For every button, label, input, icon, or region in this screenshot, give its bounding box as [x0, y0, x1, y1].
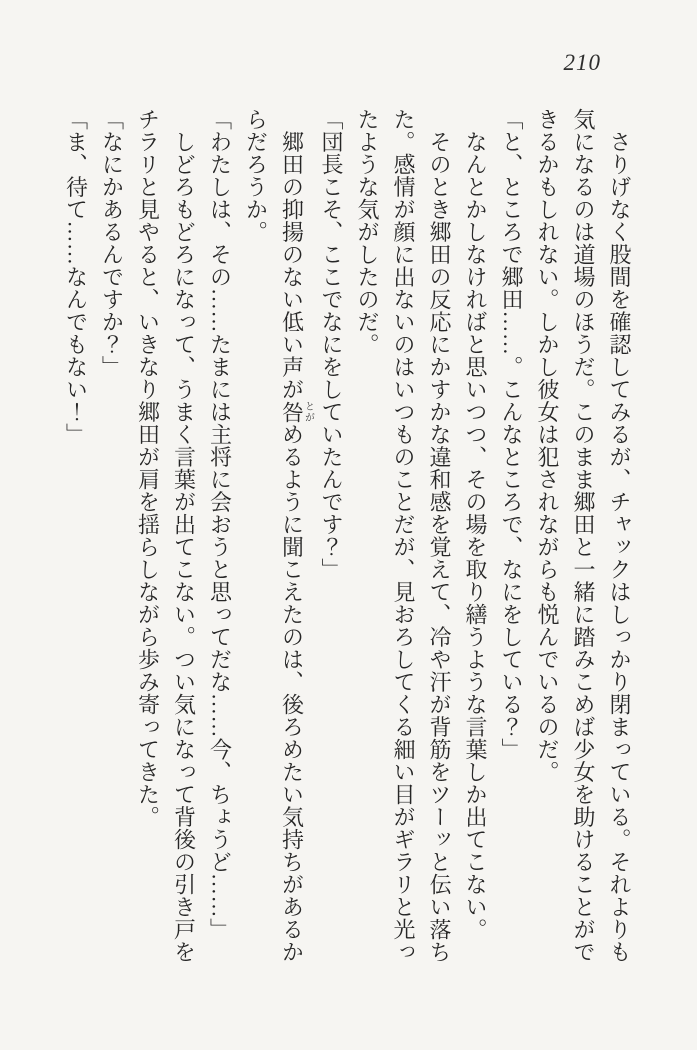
text-column: 郷田の抑揚のない低い声が咎とがめるように聞こえたのは、後ろめたい気持ちがあるか — [279, 108, 314, 963]
text-column: 「と、ところで郷田……。こんなところで、なにをしている？」 — [499, 108, 524, 761]
text-column: 「団長こそ、ここでなにをしていたんです？」 — [319, 108, 344, 581]
text-columns — [58, 108, 638, 978]
text-column: た。感情が顔に出ないのはいつものことだが、見おろしてくる細い目がギラリと光っ — [391, 108, 416, 963]
text-column: 「わたしは、その……たまには主将に会おうと思ってだな……今、ちょうど……」 — [207, 108, 233, 941]
text-column: そのとき郷田の反応にかすかな違和感を覚えて、冷や汗が背筋をツーッと伝い落ち — [427, 108, 452, 963]
text-column: きるかもしれない。しかし彼女は犯されながらも悦んでいるのだ。 — [535, 108, 560, 783]
text-column: チラリと見やると、いきなり郷田が肩を揺らしながら歩み寄ってきた。 — [135, 108, 161, 828]
text-column: 「なにかあるんですか？」 — [99, 108, 125, 378]
text-column: たような気がしたのだ。 — [355, 108, 380, 356]
text-column: なんとかしなければと思いつつ、その場を取り繕うような言葉しか出てこない。 — [463, 108, 488, 941]
page-number: 210 — [563, 50, 601, 75]
text-column: らだろうか。 — [243, 108, 269, 243]
text-column: 気になるのは道場のほうだ。このまま郷田と一緒に踏みこめば少女を助けることがで — [571, 108, 596, 963]
text-column: しどろもどろになって、うまく言葉が出てこない。つい気になって背後の引き戸を — [171, 108, 197, 963]
text-column: 「ま、待て……なんでもない！」 — [63, 108, 89, 446]
text-column: さりげなく股間を確認してみるが、チャックはしっかり閉まっている。それよりも — [607, 108, 632, 963]
